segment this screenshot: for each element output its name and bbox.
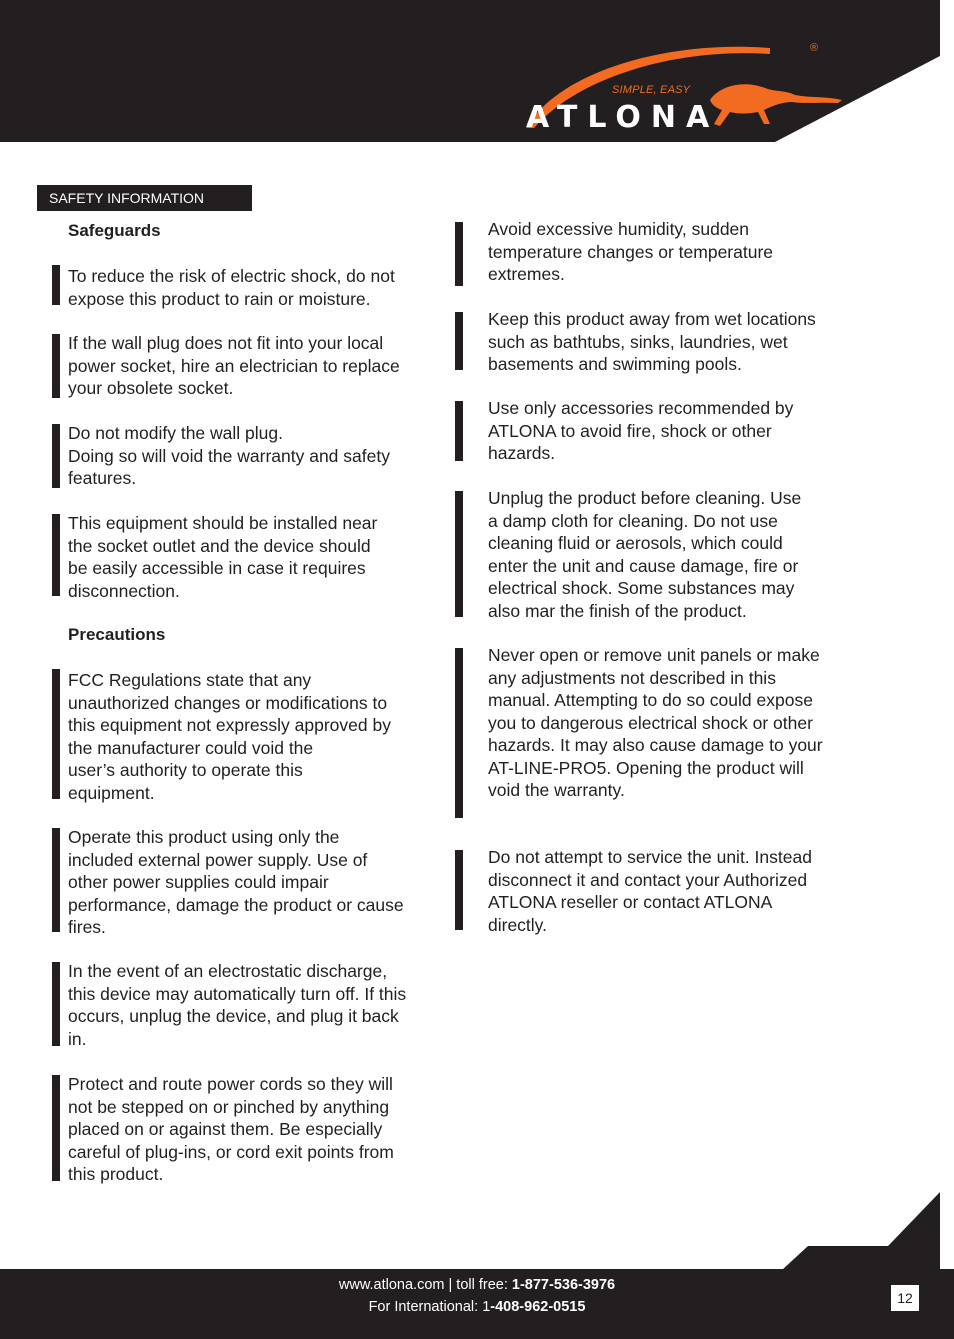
safety-item-text: In the event of an electrostatic discharge, this device may automatically turn off. If this occurs, unplug the device, and plug it back in.: [68, 961, 407, 1049]
bullet-bar: [52, 265, 60, 305]
bullet-bar: [455, 401, 463, 461]
heading-precautions: Precautions: [68, 625, 166, 644]
safety-item-text: Avoid excessive humidity, sudden temperature changes or temperature extremes.: [488, 219, 774, 284]
safety-item-text: Do not modify the wall plug. Doing so will void the warranty and safety features.: [68, 423, 390, 488]
safety-item-text: Protect and route power cords so they will not be stepped on or pinched by anything placed on or against them. Be especially careful of plug-ins, or cord exit points from this product.: [68, 1074, 394, 1184]
footer-website-link[interactable]: www.atlona.com: [338, 1277, 445, 1293]
heading-safeguards: Safeguards: [68, 221, 161, 240]
footer-corner-shape: [0, 1190, 954, 1270]
safety-item-text: To reduce the risk of electric shock, do not expose this product to rain or moisture.: [68, 266, 395, 309]
safety-item-text: Do not attempt to service the unit. Instead disconnect it and contact your Authorized ATLONA reseller or contact ATLONA directly.: [488, 847, 812, 935]
bullet-bar: [455, 491, 463, 617]
bullet-bar: [52, 962, 60, 1046]
bullet-bar: [52, 514, 60, 596]
safety-item-text: Use only accessories recommended by ATLONA to avoid fire, shock or other hazards.: [488, 398, 794, 463]
bullet-bar: [52, 424, 60, 488]
bullet-bar: [52, 1075, 60, 1181]
logo-wordmark: ATLONA: [526, 100, 720, 135]
bullet-bar: [52, 669, 60, 799]
bullet-bar: [52, 334, 60, 398]
safety-item-text: If the wall plug does not fit into your local power socket, hire an electrician to replace your obsolete socket.: [68, 333, 400, 398]
footer-intl-label: For International: 1: [368, 1299, 491, 1315]
bullet-bar: [52, 828, 60, 932]
bullet-bar: [455, 850, 463, 930]
safety-item-text: Keep this product away from wet locations such as bathtubs, sinks, laundries, wet basements and swimming pools.: [488, 309, 816, 374]
page-number: 12: [891, 1285, 919, 1311]
bullet-bar: [455, 222, 463, 286]
safety-item-text: This equipment should be installed near the socket outlet and the device should be easily accessible in case it requires disconnection.: [68, 513, 378, 601]
bullet-bar: [455, 312, 463, 370]
section-tab: SAFETY INFORMATION: [37, 185, 252, 211]
footer-contact-line: [0, 1277, 954, 1293]
safety-item-text: Unplug the product before cleaning. Use a damp cloth for cleaning. Do not use cleaning fluid or aerosols, which could enter the unit and cause damage, fire or electrical shock. Some substances may also mar the finish of the product.: [488, 488, 802, 621]
bullet-bar: [455, 648, 463, 818]
logo-tagline: SIMPLE, EASY: [612, 84, 691, 96]
footer-international-line: [0, 1299, 954, 1315]
footer-toll-free-label: | toll free:: [444, 1277, 512, 1293]
safety-item-text: Never open or remove unit panels or make any adjustments not described in this manual. Attempting to do so could expose you to dangerous electrical shock or other hazards. It may also cause damage to your AT-LINE-PRO5. Opening the product will void the warranty.: [488, 645, 823, 800]
registered-mark: ®: [810, 42, 819, 54]
safety-item-text: Operate this product using only the included external power supply. Use of other power supplies could impair performance, damage the product or cause fires.: [68, 827, 404, 937]
safety-item-text: FCC Regulations state that any unauthorized changes or modifications to this equipment not expressly approved by the manufacturer could void the user’s authority to operate this equipment.: [68, 670, 391, 803]
footer-toll-free-number: 1-877-536-3976: [511, 1277, 616, 1293]
footer-intl-number: -408-962-0515: [490, 1299, 586, 1315]
salamander-icon: [710, 84, 842, 126]
